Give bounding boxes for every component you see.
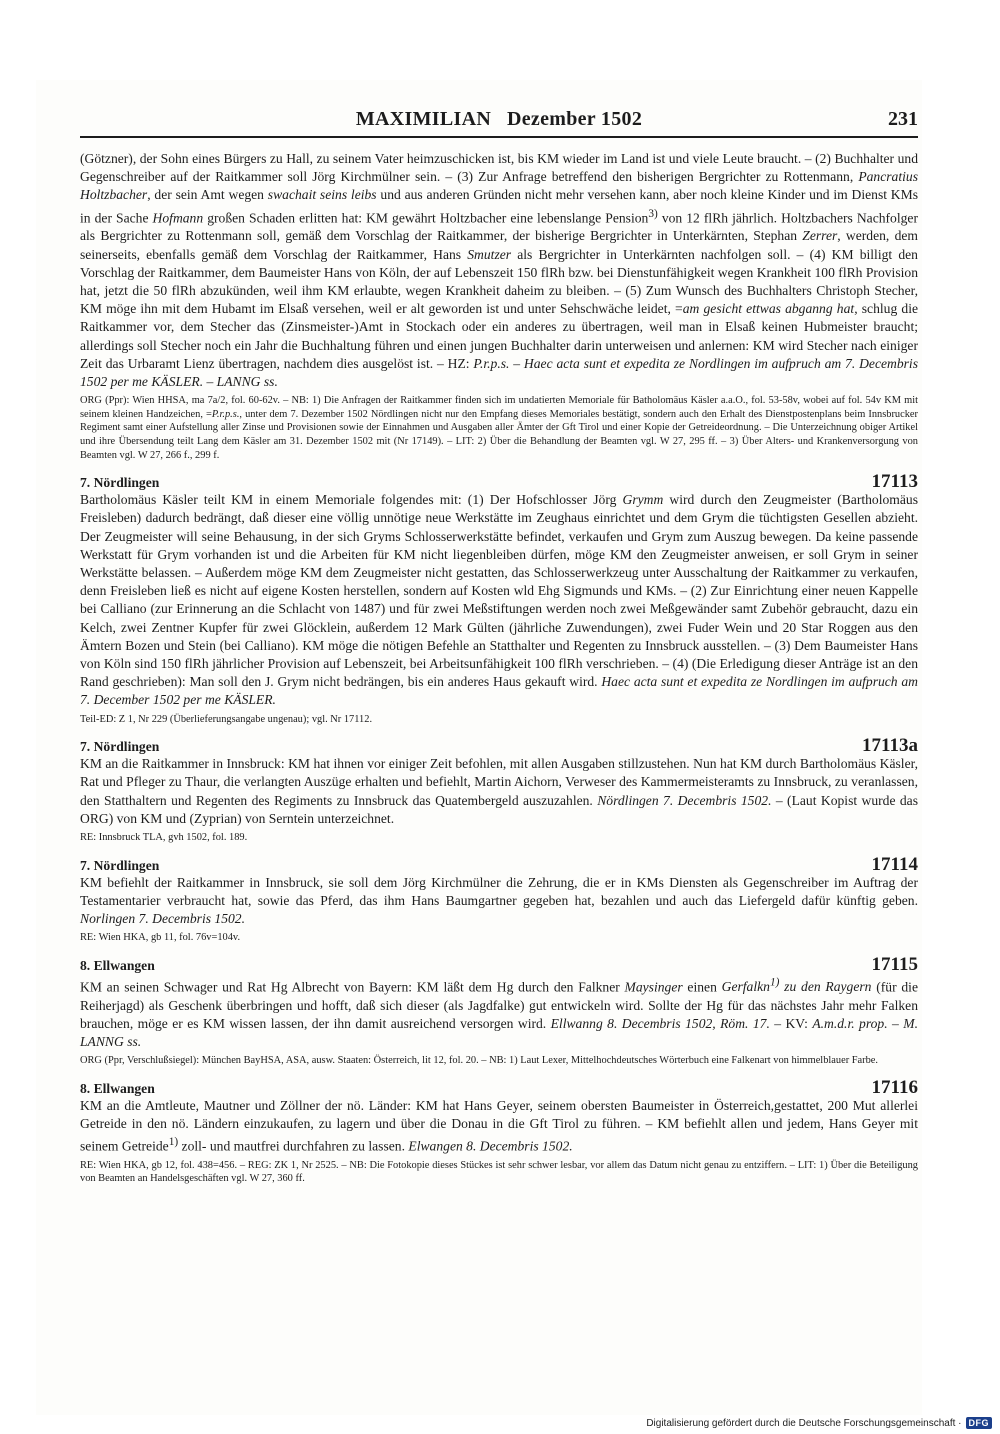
entry-body: KM befiehlt der Raitkammer in Innsbruck, sie soll dem Jörg Kirchmülner die Zehrung, die er in KMs Diensten als Gegenschreiber im Auftrag der Testamentarier verbraucht hat, sowie das Pferd, das ihm Hans Baumgartner gegeben hat, bezahlen und auch das Liefergeld dafür künftig geben. Norlingen 7. Decembris 1502.: [80, 874, 918, 926]
intro-body: (Götzner), der Sohn eines Bürgers zu Hall, zu seinem Vater heimzuschicken ist, bis KM wieder im Land ist und viele Leute braucht. – (2) Buchhalter und Gegenschreiber auf der Raitkammer soll Jörg Kirchmülner sein. – (3) Zur Anfrage betreffend den bisherigen Bergrichter zu Rottenmann, Pancratius Holtzbacher, der sein Amt wegen swachait seins leibs und aus anderen Gründen nicht mehr versehen kann, aber noch kleine Kinder und im Dienst KMs in der Sache Hofmann großen Schaden erlitten hat: KM gewährt Holtzbacher eine lebenslange Pension$^{3)}$ von 12 flRh jährlich. Holtzbachers Nachfolger als Bergrichter zu Rottenmann soll, gemäß dem Vorschlag der Raitkammer, der bisherige Bergrichter in Unterkärnten, Stephan Zerrer, werden, dem seinerseits, ebenfalls gemäß dem Vorschlag der Raitkammer, Hans Smutzer als Bergrichter in Unterkärnten nachfolgen soll. – (4) KM billigt den Vorschlag der Raitkammer, dem Baumeister Hans von Köln, der auf Lebenszeit 150 flRh bzw. bei Dienstunfähigkeit wegen Krankheit 100 flRh Provision hat, jetzt die 50 flRh abzukünden, weil ihm KM erlaubte, wegen Krankheit daheim zu bleiben. – (5) Zum Wunsch des Buchhalters Christoph Stecher, KM möge ihn mit dem Hubamt im Elsaß versehen, weil er alt geworden ist und unter Sehschwäche leidet, =am gesicht ettwas abganng hat, schlug die Raitkammer vor, dem Stecher das (Zinsmeister-)Amt in Stockach oder ein anderes zu übertragen, weil man in Elsaß keinen Hubmeister braucht; allerdings soll Stecher noch ein Jahr die Buchhaltung führen und einen jungen Buchhalter darin unterweisen und anlernen: KM wird Stecher nach einiger Zeit das Urbaramt Lienz übertragen, nachdem dies ausgelöst ist. – HZ: P.r.p.s. – Haec acta sunt et expedita ze Nordlingen im aufpruch am 7. Decembris 1502 per me KÄSLER. – LANNG ss.: [80, 151, 919, 389]
entries-list: [80, 471, 918, 1186]
entry-number: 17116: [871, 1076, 918, 1098]
footer-credit: Digitalisierung gefördert durch die Deutsche Forschungsgemeinschaft ·: [646, 1417, 962, 1429]
regest-entry: [80, 954, 918, 1068]
regest-entry: [80, 1077, 918, 1186]
footer: [646, 1415, 992, 1431]
running-head: [80, 102, 918, 138]
entry-body: KM an die Raitkammer in Innsbruck: KM hat ihnen vor einiger Zeit befohlen, mit allen Ausgaben stillzustehen. Nun hat KM durch Bartholomäus Käsler, Rat und Pfleger zu Thaur, die verlangten Auszüge erhalten und befiehlt, Martin Aichorn, Verweser des Kammermeisteramts zu Innsbruck, zu veranlassen, den Statthaltern und Regenten des Regiments zu Innsbruck das Quatembergeld auszuzahlen. Nördlingen 7. Decembris 1502. – (Laut Kopist wurde das ORG) von KM und (Zyprian) von Serntein unterzeichnet.: [80, 756, 918, 826]
entry-heading: [80, 1077, 918, 1097]
entry-note: RE: Wien HKA, gb 12, fol. 438=456. – REG: ZK 1, Nr 2525. – NB: Die Fotokopie dieses Stückes ist sehr schwer lesbar, vor allem das Datum nicht genau zu entziffern. – LIT: 1) Über die Beteiligung von Beamten an Handelsgeschäften vgl. W 27, 360 ff.: [80, 1159, 918, 1185]
dfg-logo-icon: DFG: [966, 1417, 993, 1429]
entry-number: 17113a: [862, 735, 918, 757]
regest-entry: [80, 471, 918, 726]
entry-note: ORG (Ppr, Verschlußsiegel): München BayHSA, ASA, ausw. Staaten: Österreich, lit 12, fol. 20. – NB: 1) Laut Lexer, Mittelhochdeutsches Wörterbuch eine Falkenart von himmelblauer Farbe.: [80, 1055, 879, 1067]
entry-number: 17113: [871, 471, 918, 493]
entry-heading: [80, 954, 918, 974]
entry-body: KM an seinen Schwager und Rat Hg Albrecht von Bayern: KM läßt dem Hg durch den Falkner Maysinger einen Gerfalkn$^{1)}$ zu den Raygern (für die Reiherjagd) als Geschenk überbringen und hofft, daß sich dieser (als Jagdfalke) gut entwickeln wird. Sollte der Hg für das nächstes Jahr mehr Falken brauchen, möge er es KM wissen lassen, der ihn damit ausreichend versorgen wird. Ellwanng 8. Decembris 1502, Röm. 17. – KV: A.m.d.r. prop. – M. LANNG ss.: [80, 976, 918, 1049]
entry-body: KM an die Amtleute, Mautner und Zöllner der nö. Länder: KM hat Hans Geyer, seinem obersten Baumeister in Österreich,gestattet, 200 Mut allerlei Getreide in den nö. Ländern einzukaufen, zu lagern und über die Donau in die Gft Tirol zu führen. – KM befiehlt allen und jedem, Hans Geyer mit seinem Getreide$^{1)}$ zoll- und mautfrei durchfahren zu lassen. Elwangen 8. Decembris 1502.: [80, 1097, 918, 1154]
entry-number: 17114: [871, 853, 918, 875]
entry-place: 8. Ellwangen: [80, 957, 155, 973]
entry-place: 7. Nördlingen: [80, 475, 160, 491]
entry-place: 7. Nördlingen: [80, 739, 160, 755]
document-page: [36, 80, 922, 1415]
regest-entry: [80, 854, 918, 945]
entry-heading: [80, 471, 918, 491]
page-number: 231: [888, 108, 918, 130]
entry-note: Teil-ED: Z 1, Nr 229 (Überlieferungsangabe ungenau); vgl. Nr 17112.: [80, 713, 373, 725]
entry-note: RE: Innsbruck TLA, gvh 1502, fol. 189.: [80, 831, 248, 843]
page-content: [80, 150, 918, 1186]
entry-number: 17115: [871, 953, 918, 975]
intro-note: ORG (Ppr): Wien HHSA, ma 7a/2, fol. 60-62v. – NB: 1) Die Anfragen der Raitkammer finden sich im undatierten Memoriale für Batholomäus Käsler a.a.O., fol. 53-58v, wobei auf fol. 54v KM mit seinem kleinen Handzeichen, =P.r.p.s., unter dem 7. Dezember 1502 Nördlingen nicht nur den Empfang dieses Memoriales bestätigt, sondern auch den Erhalt des Dienstpostenplans beim Innsbrucker Regiment samt einer Aufstellung aller Zinse und Provisionen sowie der Einnahmen und Ausgaben aller Ämter der Gft Tirol und einer Kopie der Getreideordnung. – Die Unterzeichnung obiger Artikel und ihre Übersendung teilt Lang dem Käsler am 31. Dezember 1502 mit (Nr 17149). – LIT: 2) Über die Behandlung der Beamten vgl. W 27, 295 ff. – 3) Über Alters- und Krankenversorgung von Beamten vgl. W 27, 266 f., 299 f.: [80, 395, 918, 461]
regest-entry: [80, 735, 918, 844]
page-inner: [80, 102, 918, 1186]
entry-note: RE: Wien HKA, gb 11, fol. 76v=104v.: [80, 932, 241, 944]
running-head-title: MAXIMILIAN Dezember 1502: [355, 108, 643, 130]
entry-body: Bartholomäus Käsler teilt KM in einem Memoriale folgendes mit: (1) Der Hofschlosser Jörg Grymm wird durch den Zeugmeister (Bartholomäus Freisleben) dadurch bedrängt, daß dieser eine völlig unnötige neue Werkstätte im Zeughaus einrichtet und dem Grym die tüchtigsten Gesellen abzieht. Der Zeugmeister will seine Behausung, in der sich Gryms Schlosserwerkstätte befindet, verkaufen und Grym zum Auszug bewegen. Da keine passende Werkstatt für Grym vorhanden ist und die Arbeiten für KM nicht liegenbleiben dürfen, möge KM den Zeugmeister anweisen, er soll Grym in seiner Werkstätte belassen. – Außerdem möge KM dem Zeugmeister nicht gestatten, das Schlosserwerkzeug unter Ausschaltung der Raitkammer zu verkaufen, denn Freisleben ließ es nicht auf eigene Kosten herstellen, sondern auf Kosten wld Ehg Sigmunds und KMs. – (2) Zur Einrichtung einer neuen Kappelle bei Calliano (zur Erinnerung an die Schlacht von 1487) und für zwei Meßstiftungen werden noch zwei Meßgewänder samt Zubehör gebraucht, dazu ein Kelch, zwei Zentner Kupfer für zwei Glöcklein, außerdem 12 Mark Gülten (jährliche Zuwendungen), zwei Fuder Wein und 20 Star Roggen aus den Ämtern Bozen und Stein (bei Calliano). KM möge die nötigen Befehle an Statthalter und Regenten zu Innsbruck ausstellen. – (3) Dem Baumeister Hans von Köln sind 150 flRh jährlicher Provision auf Lebenszeit, bei Arbeitsunfähigkeit 100 flRh verschrieben. – (4) (Die Erledigung dieser Anträge ist an den Rand geschrieben): Man soll den J. Grym nicht bedrängen, bis ein anderes Haus gekauft wird. Haec acta sunt et expedita ze Nordlingen im aufpruch am 7. December 1502 per me KÄSLER.: [80, 492, 918, 708]
entry-heading: [80, 735, 918, 755]
entry-heading: [80, 854, 918, 874]
entry-place: 8. Ellwangen: [80, 1080, 155, 1096]
entry-place: 7. Nördlingen: [80, 857, 160, 873]
